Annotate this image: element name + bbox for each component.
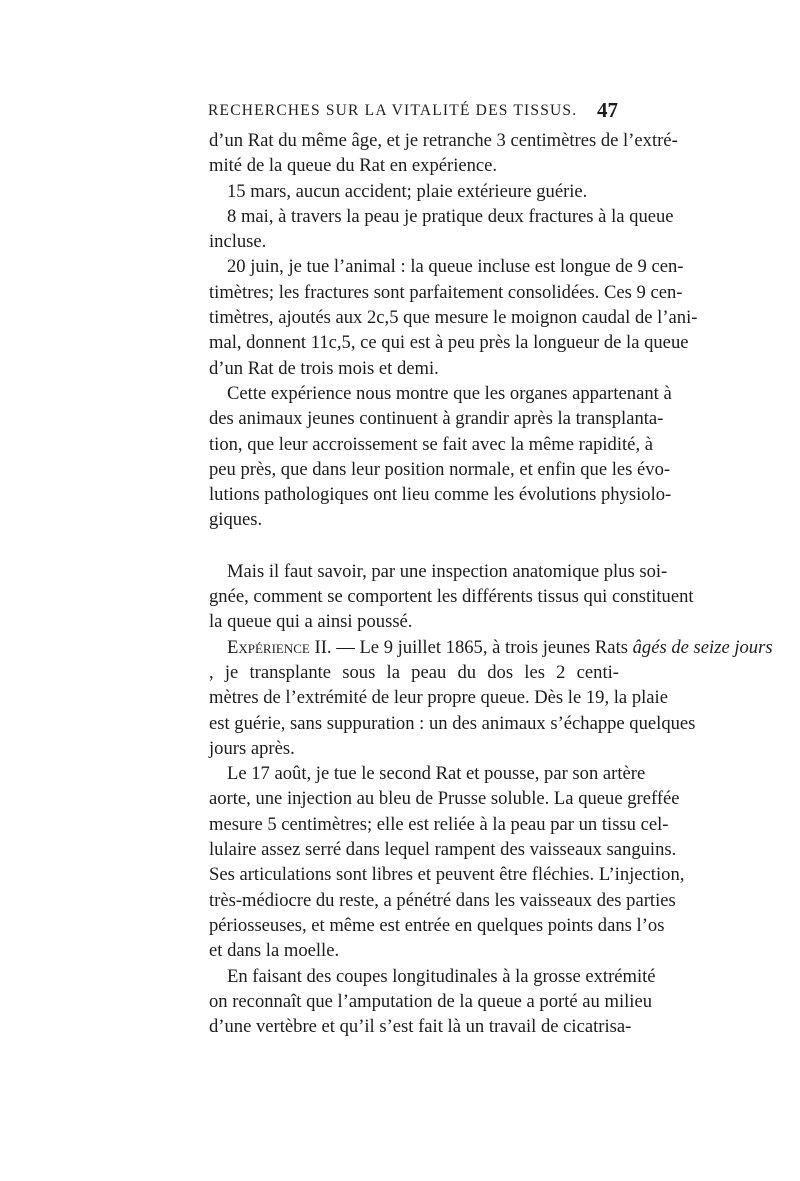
text-line: gnée, comment se comportent les différents tissus qui constituent (209, 586, 694, 608)
page-header (208, 98, 618, 124)
text-line: des animaux jeunes continuent à grandir après la transplanta- (209, 408, 664, 430)
paragraph (209, 635, 773, 761)
paragraph (209, 254, 698, 380)
paragraph (209, 761, 685, 963)
text-line: d’une vertèbre et qu’il s’est fait là un travail de cicatrisa- (209, 1016, 632, 1038)
text-line: mal, donnent 11c,5, ce qui est à peu près la longueur de la queue (209, 332, 689, 354)
text-line: timètres; les fractures sont parfaitement consolidées. Ces 9 cen- (209, 281, 683, 303)
text-line: jours après. (209, 737, 295, 759)
paragraph (209, 179, 619, 204)
text-line: incluse. (209, 231, 267, 253)
text-line: on reconnaît que l’amputation de la queue a porté au milieu (209, 990, 652, 1012)
running-title: RECHERCHES SUR LA VITALITÉ DES TISSUS. (208, 102, 578, 119)
text-line: , je transplante sous la peau du dos les 2 centi- (209, 661, 619, 683)
text-line: Cette expérience nous montre que les organes appartenant à (227, 382, 672, 404)
text-line: 15 mars, aucun accident; plaie extérieure guérie. (227, 180, 588, 202)
paragraph (209, 381, 672, 533)
text-line: et dans la moelle. (209, 940, 340, 962)
text-line: 8 mai, à travers la peau je pratique deux fractures à la queue (227, 205, 674, 227)
text-line (209, 635, 773, 660)
text-line: En faisant des coupes longitudinales à la grosse extrémité (227, 965, 656, 987)
text-line: très-médiocre du reste, a pénétré dans les vaisseaux des parties (209, 889, 676, 911)
paragraph (209, 559, 694, 635)
paragraph-gap (209, 533, 619, 559)
text-line: lutions pathologiques ont lieu comme les évolutions physiolo- (209, 484, 672, 506)
italic-phrase: âgés de seize jours (632, 636, 773, 658)
experiment-label: Expérience II. (227, 636, 332, 658)
text-line: la queue qui a ainsi poussé. (209, 611, 413, 633)
text-line: Ses articulations sont libres et peuvent être fléchies. L’injection, (209, 864, 685, 886)
text-line: giques. (209, 509, 263, 531)
text-line: mité de la queue du Rat en expérience. (209, 155, 498, 177)
text-line: d’un Rat de trois mois et demi. (209, 357, 439, 379)
text-line: est guérie, sans suppuration : un des animaux s’échappe quelques (209, 712, 696, 734)
text-line: Mais il faut savoir, par une inspection anatomique plus soi- (227, 560, 668, 582)
paragraph (209, 128, 678, 179)
text-line: timètres, ajoutés aux 2c,5 que mesure le moignon caudal de l’ani- (209, 307, 698, 329)
body-text (209, 128, 773, 1039)
text-line: mètres de l’extrémité de leur propre queue. Dès le 19, la plaie (209, 687, 668, 709)
text-line: d’un Rat du même âge, et je retranche 3 centimètres de l’extré- (209, 130, 678, 151)
paragraph (209, 204, 674, 255)
text-line: périosseuses, et même est entrée en quelques points dans l’os (209, 914, 665, 936)
text-line: 20 juin, je tue l’animal : la queue incluse est longue de 9 cen- (227, 256, 684, 278)
text-line: tion, que leur accroissement se fait avec la même rapidité, à (209, 433, 653, 455)
paragraph (209, 964, 656, 1040)
text-line: Le 17 août, je tue le second Rat et pousse, par son artère (227, 763, 646, 785)
text-line: peu près, que dans leur position normale, et enfin que les évo- (209, 458, 671, 480)
text-line: aorte, une injection au bleu de Prusse soluble. La queue greffée (209, 788, 680, 810)
text-line: mesure 5 centimètres; elle est reliée à la peau par un tissu cel- (209, 813, 669, 835)
text-fragment: — Le 9 juillet 1865, à trois jeunes Rats (331, 636, 633, 658)
text-line: lulaire assez serré dans lequel rampent des vaisseaux sanguins. (209, 839, 677, 861)
page-number: 47 (597, 98, 618, 122)
